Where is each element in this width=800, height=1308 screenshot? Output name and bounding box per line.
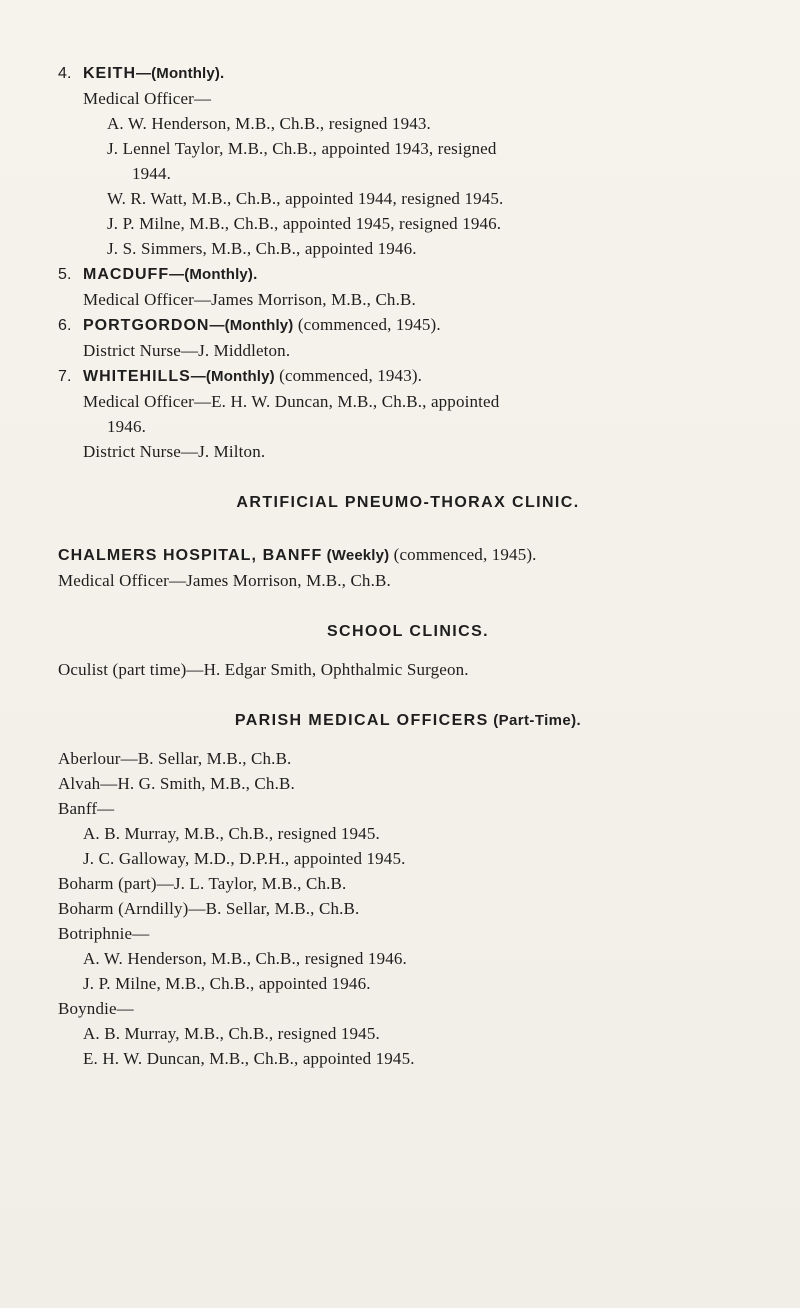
- portgordon-heading: [58, 312, 758, 338]
- parish-officers-title-main: PARISH MEDICAL OFFICERS: [234, 712, 489, 729]
- portgordon-note: (commenced, 1945).: [293, 315, 441, 334]
- parish-botriphnie-entry-1: A. W. Henderson, M.B., Ch.B., resigned 1946.: [83, 949, 407, 968]
- school-clinics-oculist: Oculist (part time)—H. Edgar Smith, Ophthalmic Surgeon.: [58, 660, 469, 679]
- parish-officers-title-suffix: (Part-Time).: [488, 712, 582, 729]
- portgordon-nurse: District Nurse—J. Middleton.: [83, 341, 291, 360]
- parish-aberlour: Aberlour—B. Sellar, M.B., Ch.B.: [58, 749, 292, 768]
- apt-clinic-title: ARTIFICIAL PNEUMO-THORAX CLINIC.: [236, 494, 580, 511]
- macduff-frequency: —(Monthly).: [169, 266, 258, 283]
- whitehills-number: 7.: [58, 368, 72, 385]
- parish-banff-label: Banff—: [58, 799, 115, 818]
- parish-boyndie-label: Boyndie—: [58, 999, 134, 1018]
- whitehills-place: WHITEHILLS: [83, 368, 191, 385]
- chalmers-frequency: (Weekly): [322, 547, 390, 564]
- keith-frequency: —(Monthly).: [136, 65, 225, 82]
- keith-entry-2: J. Lennel Taylor, M.B., Ch.B., appointed 1943, resigned: [107, 139, 497, 158]
- macduff-officer: Medical Officer—James Morrison, M.B., Ch.B.: [83, 290, 416, 309]
- keith-place: KEITH: [83, 65, 136, 82]
- school-clinics-title: SCHOOL CLINICS.: [326, 623, 490, 640]
- chalmers-officer: Medical Officer—James Morrison, M.B., Ch.B.: [58, 571, 391, 590]
- portgordon-frequency: —(Monthly): [209, 317, 294, 334]
- chalmers-note: (commenced, 1945).: [389, 545, 537, 564]
- parish-officers-title: [58, 712, 758, 730]
- parish-banff-entry-2: J. C. Galloway, M.D., D.P.H., appointed 1945.: [83, 849, 406, 868]
- parish-botriphnie-entry-2: J. P. Milne, M.B., Ch.B., appointed 1946.: [83, 974, 371, 993]
- document-content: [58, 60, 758, 1071]
- keith-entry-3: W. R. Watt, M.B., Ch.B., appointed 1944, resigned 1945.: [107, 189, 504, 208]
- macduff-heading: [58, 261, 758, 287]
- whitehills-nurse: District Nurse—J. Milton.: [83, 442, 266, 461]
- whitehills-officer-line-2: 1946.: [107, 417, 146, 436]
- keith-medical-officer-label: Medical Officer—: [83, 89, 212, 108]
- whitehills-heading: [58, 363, 758, 389]
- parish-botriphnie-label: Botriphnie—: [58, 924, 150, 943]
- keith-entry-4: J. P. Milne, M.B., Ch.B., appointed 1945, resigned 1946.: [107, 214, 502, 233]
- macduff-number: 5.: [58, 266, 72, 283]
- parish-banff-entry-1: A. B. Murray, M.B., Ch.B., resigned 1945.: [83, 824, 380, 843]
- parish-boyndie-entry-2: E. H. W. Duncan, M.B., Ch.B., appointed 1945.: [83, 1049, 415, 1068]
- parish-boyndie-entry-1: A. B. Murray, M.B., Ch.B., resigned 1945.: [83, 1024, 380, 1043]
- portgordon-number: 6.: [58, 317, 72, 334]
- whitehills-frequency: —(Monthly): [190, 368, 275, 385]
- keith-entry-5: J. S. Simmers, M.B., Ch.B., appointed 1946.: [107, 239, 417, 258]
- macduff-place: MACDUFF: [83, 266, 170, 283]
- keith-entry-1: A. W. Henderson, M.B., Ch.B., resigned 1943.: [107, 114, 431, 133]
- parish-alvah: Alvah—H. G. Smith, M.B., Ch.B.: [58, 774, 295, 793]
- parish-boharm-arndilly: Boharm (Arndilly)—B. Sellar, M.B., Ch.B.: [58, 899, 360, 918]
- parish-boharm-part: Boharm (part)—J. L. Taylor, M.B., Ch.B.: [58, 874, 347, 893]
- whitehills-note: (commenced, 1943).: [274, 366, 423, 385]
- keith-heading: [58, 60, 758, 86]
- chalmers-hospital-name: CHALMERS HOSPITAL, BANFF: [58, 547, 323, 564]
- whitehills-officer-line-1: Medical Officer—E. H. W. Duncan, M.B., Ch.B., appointed: [83, 392, 500, 411]
- portgordon-place: PORTGORDON: [83, 317, 210, 334]
- keith-entry-2-continuation: 1944.: [132, 164, 171, 183]
- chalmers-hospital-line: [58, 542, 758, 568]
- keith-number: 4.: [58, 65, 72, 82]
